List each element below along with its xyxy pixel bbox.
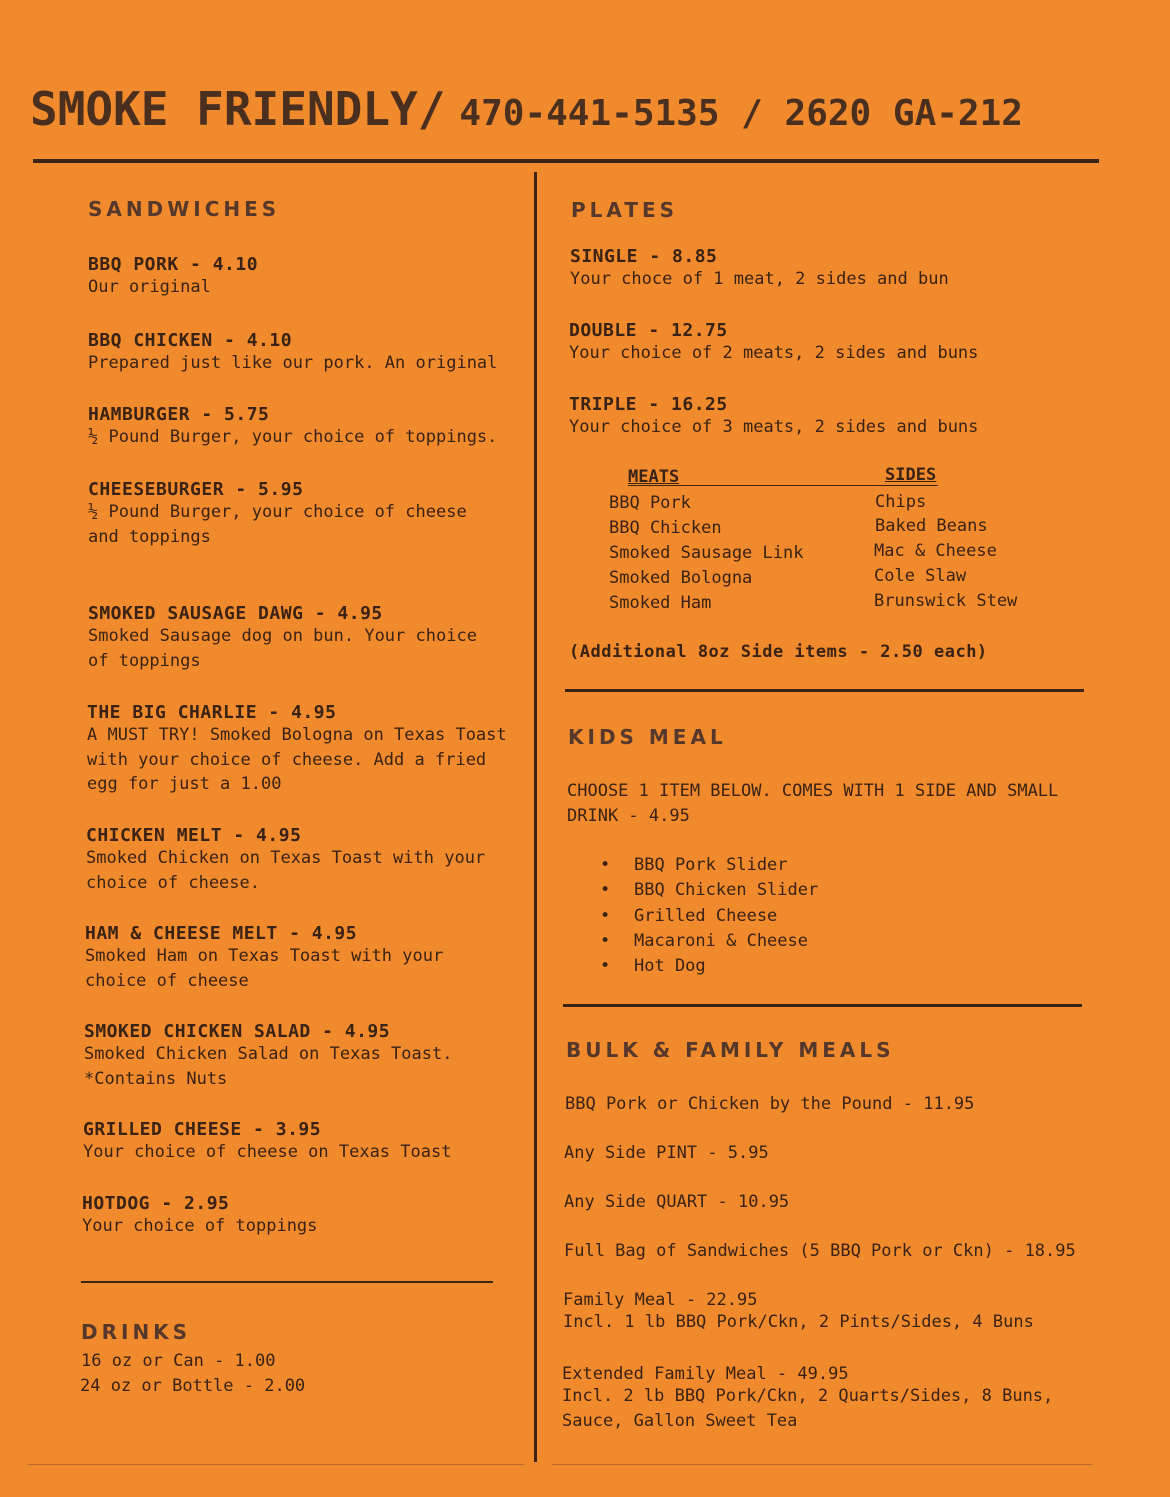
- item-name: HAMBURGER - 5.75: [88, 404, 270, 425]
- kids-item: • BBQ Pork Slider: [600, 855, 788, 875]
- kids-heading: KIDS MEAL: [568, 725, 727, 749]
- item-description: Your choice of toppings: [82, 1216, 318, 1236]
- bulk-heading: BULK & FAMILY MEALS: [566, 1038, 895, 1062]
- bulk-item: Any Side PINT - 5.95: [564, 1143, 769, 1163]
- sides-heading: SIDES: [885, 465, 937, 485]
- additional-sides-note: (Additional 8oz Side items - 2.50 each): [569, 642, 988, 662]
- side-item: Brunswick Stew: [874, 591, 1018, 611]
- item-description: Incl. 1 lb BBQ Pork/Ckn, 2 Pints/Sides, 4 Buns: [563, 1312, 1034, 1332]
- drinks-divider: [81, 1281, 493, 1283]
- kids-item-list: [600, 855, 818, 981]
- meat-item: Smoked Bologna: [609, 568, 753, 588]
- menu-item-grilled-cheese: [83, 1119, 503, 1165]
- kids-item: • Macaroni & Cheese: [600, 930, 808, 951]
- bullet-icon: •: [600, 905, 611, 926]
- side-item: Mac & Cheese: [874, 541, 997, 561]
- item-name: GRILLED CHEESE - 3.95: [83, 1119, 322, 1140]
- item-description: A MUST TRY! Smoked Bologna on Texas Toast with your choice of cheese. Add a fried egg for just a 1.00: [87, 725, 507, 794]
- item-name: SINGLE - 8.85: [570, 246, 718, 267]
- item-name: SMOKED CHICKEN SALAD - 4.95: [84, 1021, 391, 1042]
- bullet-icon: •: [600, 930, 611, 951]
- item-name: CHEESEBURGER - 5.95: [88, 479, 304, 500]
- kids-divider: [565, 689, 1084, 692]
- side-item: Cole Slaw: [874, 566, 967, 586]
- meat-item: BBQ Pork: [609, 493, 691, 513]
- drink-item: 24 oz or Bottle - 2.00: [80, 1376, 306, 1396]
- bulk-item: Full Bag of Sandwiches (5 BBQ Pork or Ckn) - 18.95: [564, 1241, 1076, 1261]
- item-description: Your choice of 2 meats, 2 sides and buns: [569, 343, 979, 363]
- menu-item-cheeseburger: [88, 479, 488, 549]
- item-description: Your choice of cheese on Texas Toast: [83, 1142, 452, 1162]
- plate-triple: [569, 394, 1079, 440]
- sandwiches-heading: SANDWICHES: [88, 197, 281, 221]
- kids-intro: CHOOSE 1 ITEM BELOW. COMES WITH 1 SIDE AND SMALL DRINK - 4.95: [567, 781, 1059, 826]
- item-name: THE BIG CHARLIE - 4.95: [87, 702, 337, 723]
- menu-item-big-charlie: [87, 702, 507, 797]
- bulk-divider: [563, 1004, 1082, 1007]
- plate-single: [570, 246, 1080, 292]
- kids-item: • Grilled Cheese: [600, 905, 778, 926]
- meat-item: Smoked Ham: [609, 593, 712, 613]
- item-description: Smoked Ham on Texas Toast with your choice of cheese: [85, 946, 444, 991]
- item-description: ½ Pound Burger, your choice of toppings.: [88, 427, 498, 447]
- meat-item: Smoked Sausage Link: [609, 543, 804, 563]
- item-name: DOUBLE - 12.75: [569, 320, 728, 341]
- item-name: HOTDOG - 2.95: [82, 1193, 230, 1214]
- column-divider: [534, 172, 537, 1462]
- plates-heading: PLATES: [571, 198, 679, 222]
- footer-line-right: [552, 1464, 1092, 1465]
- item-description: ½ Pound Burger, your choice of cheese and toppings: [88, 502, 467, 547]
- item-description: Smoked Sausage dog on bun. Your choice of toppings: [88, 626, 477, 671]
- item-name: SMOKED SAUSAGE DAWG - 4.95: [88, 603, 383, 624]
- menu-item-chicken-melt: [86, 825, 506, 895]
- page-title: [30, 82, 1023, 136]
- item-description: Your choce of 1 meat, 2 sides and bun: [570, 269, 949, 289]
- bulk-item: Any Side QUART - 10.95: [564, 1192, 790, 1212]
- item-description: Smoked Chicken on Texas Toast with your choice of cheese.: [86, 848, 486, 893]
- item-description: Incl. 2 lb BBQ Pork/Ckn, 2 Quarts/Sides, 8 Buns, Sauce, Gallon Sweet Tea: [562, 1386, 1054, 1431]
- drinks-heading: DRINKS: [81, 1320, 192, 1344]
- bulk-item: BBQ Pork or Chicken by the Pound - 11.95: [565, 1094, 975, 1114]
- restaurant-name: SMOKE FRIENDLY/: [30, 82, 446, 136]
- meat-item: BBQ Chicken: [609, 518, 722, 538]
- item-description: Our original: [88, 277, 211, 297]
- kids-item: • Hot Dog: [600, 956, 706, 977]
- meats-heading: MEATS: [628, 467, 680, 487]
- bullet-icon: •: [600, 956, 611, 977]
- item-description: Smoked Chicken Salad on Texas Toast. *Contains Nuts: [84, 1044, 453, 1089]
- item-name: BBQ PORK - 4.10: [88, 254, 259, 275]
- drink-item: 16 oz or Can - 1.00: [81, 1351, 276, 1371]
- menu-item-hotdog: [82, 1193, 502, 1239]
- footer-line-left: [28, 1464, 524, 1465]
- item-name: Extended Family Meal - 49.95: [562, 1364, 849, 1384]
- menu-item-bbq-pork: [88, 254, 508, 300]
- extended-family-meal: [562, 1364, 1082, 1433]
- header-divider: [33, 159, 1099, 163]
- bullet-icon: •: [600, 880, 611, 901]
- menu-item-bbq-chicken: [88, 330, 518, 376]
- side-item: Chips: [875, 492, 927, 512]
- item-name: HAM & CHEESE MELT - 4.95: [85, 923, 358, 944]
- item-description: Your choice of 3 meats, 2 sides and buns: [569, 417, 979, 437]
- bullet-icon: •: [600, 855, 611, 875]
- item-name: BBQ CHICKEN - 4.10: [88, 330, 293, 351]
- item-description: Prepared just like our pork. An original: [88, 353, 498, 373]
- side-item: Baked Beans: [875, 516, 988, 536]
- item-name: CHICKEN MELT - 4.95: [86, 825, 302, 846]
- menu-item-smoked-sausage-dawg: [88, 603, 498, 673]
- menu-item-hamburger: [88, 404, 518, 450]
- item-name: TRIPLE - 16.25: [569, 394, 728, 415]
- contact-info: 470-441-5135 / 2620 GA-212: [459, 93, 1023, 134]
- item-name: Family Meal - 22.95: [563, 1290, 758, 1310]
- family-meal: [563, 1290, 1083, 1335]
- menu-item-smoked-chicken-salad: [84, 1021, 474, 1091]
- kids-item: • BBQ Chicken Slider: [600, 880, 819, 901]
- plate-double: [569, 320, 1079, 366]
- menu-item-ham-cheese-melt: [85, 923, 475, 993]
